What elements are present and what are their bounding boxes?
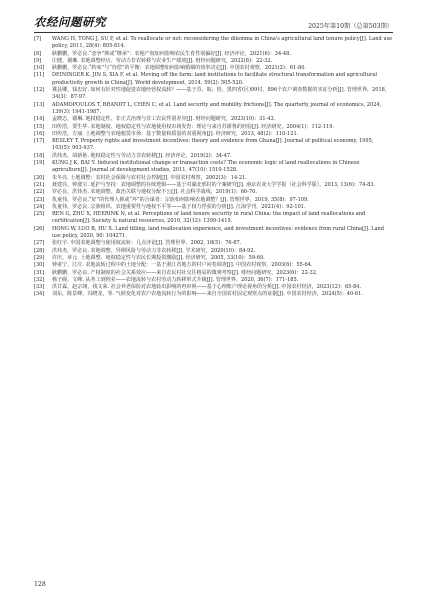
reference-text: 耿鹏鹏，罗必良. 产权制度的社会关系效应——来自农民村社交往格局的微观考察[J]. 财经问题研究，2023(6)：22-32. [52,269,318,276]
reference-text: 耿鹏鹏，罗必良.“恋争”抑或“继承”：农地产权如何影响农民生育性别偏好[J]. 经济评论，2021(6)：34-48. [52,50,291,57]
reference-number: [34] [34,291,45,298]
reference-item [34,197,393,204]
reference-item [34,277,393,284]
reference-text: 仇童伟，罗必良. 宗族组织、农地重要性与地权不平等——基于权力俘获的分析[J]. 江海学刊，2021(4)：92-101. [52,203,306,210]
reference-number: [32] [34,276,45,283]
reference-number: [23] [34,196,45,203]
reference-number: [33] [34,284,45,291]
reference-item [34,189,393,196]
reference-item [34,204,393,211]
reference-text: 庄健，谢琳. 农地调整经历、劳动力非农转移与农业生产绩效[J]. 财经问题研究，2022(8)：22-32. [52,57,273,64]
reference-item [34,175,393,182]
reference-number: [19] [34,160,45,167]
reference-text: 许庆，章元. 土地调整、地权稳定性与农民长期投资激励[J]. 经济研究，2005, 33(10)：59-69. [52,254,265,261]
reference-number: [16] [34,130,45,137]
reference-list [34,36,393,299]
reference-item [34,291,393,298]
reference-text: 田传浩，贾生华. 农地制度、地权稳定性与农地使用权市场发育：理论与来自苏浙鲁的经验[J]. 经济研究，2004(1)：112-119. [52,123,335,130]
reference-text: REN G, ZHU X, HEERINK N, et al. Perceptions of land tenure security in rural China: the impact of land reallocations and certification[J]. Society & natural resources, 2019, 32(12): 1399-1415. [52,211,366,225]
reference-text: 杨子砚，文峰. 从务工到创业——农地流转与农村劳动力转移形式升级[J]. 管理世界，2020, 36(7)：171-185. [52,276,299,283]
reference-number: [15] [34,123,45,130]
reference-item [34,153,393,160]
reference-text: 朱冬亮. 土地调整：农村社会保障与农村社会控制[J]. 中国农村观察，2002(3)：14-21. [52,174,247,181]
reference-item [34,87,393,102]
reference-text: 仇童伟，罗必良.“好”的代理人抑或“坏”的合谋者：宗族如何影响农地调整？[J]. 管理世界，2019, 35(8)：97-109. [52,196,309,203]
reference-number: [18] [34,152,45,159]
reference-item [34,102,393,117]
reference-item [34,51,393,58]
reference-number: [31] [34,269,45,276]
reference-item [34,211,393,226]
reference-number: [28] [34,247,45,254]
reference-item [34,270,393,277]
reference-item [34,124,393,131]
reference-number: [7] [34,36,42,42]
reference-number: [25] [34,211,45,218]
reference-number: [27] [34,240,45,247]
reference-number: [22] [34,189,45,196]
reference-number: [21] [34,181,45,188]
reference-text: 孟晓志，谢琳. 地权稳定性、非正式治理与非工农民性别差异[J]. 财经问题研究，2023(10)：31-43. [52,116,276,123]
reference-number: [8] [34,50,42,57]
page-number: 128 [34,581,46,588]
reference-text: WANG H, TONG J, SU F, et al. To reallocate or not: reconsidering the dilemma in China's agricultural land tenure policy[J]. Land use policy, 2011, 28(4): 805-814. [52,36,393,50]
reference-number: [26] [34,225,45,232]
reference-text: 冀县卿，钱忠好. 如何有针对性地促进农地经营权流转？——基于苏、皖、桂、黑四省(区)99村、896个农户调查数据的实证分析[J]. 管理世界，2018, 34(3)：87-97. [52,87,387,101]
reference-number: [10] [34,65,45,72]
reference-text: 洪炜杰，罗必良. 农地调整、异期风险与劳动力非农转移[J]. 学术研究，2020(10)：84-92. [52,247,256,254]
header-rule [34,32,393,33]
reference-number: [9] [34,57,42,64]
reference-number: [20] [34,174,45,181]
reference-number: [11] [34,72,45,79]
reference-item [34,72,393,87]
reference-text: 聂建亮，钟涨宝. 延护与坚持：农地调整的存续逻辑——基于对湖北邢村的个案研究[J]. 南京农业大学学报（社会科学版），2013, 13(6)：74-83. [52,181,376,188]
reference-text: KUNG J K, BAI Y. Induced institutional change or transaction costs? The economic logic of land reallocations in Chinese agriculture[J]. Journal of development studies, 2011, 47(10): 1510-1528. [52,160,360,174]
reference-item [34,262,393,269]
reference-number: [14] [34,116,45,123]
reference-text: 洪炜杰，胡新艳. 地权稳定性与劳动力非农转移[J]. 经济评论，2019(2)：34-47. [52,152,232,159]
reference-number: [29] [34,254,45,261]
page-header [34,12,393,30]
reference-text: 耿鹏鹏，罗必良.“约束”与“待偿”的平衡：农地调整如何影响婚姻的效率决定[J]. 中国农村观察，2021(2)：61-80. [52,65,307,72]
reference-text: 洪甘霖，赵宗翊，钱文荣. 社会养老保险对农地转出影响的再审视——基于心理账户理论视角的分析[J]. 中国农村经济，2023(12)：65-84. [52,284,362,291]
reference-item [34,226,393,241]
reference-item [34,160,393,175]
reference-item [34,131,393,138]
reference-item [34,240,393,247]
reference-text: 罗必良，洪炜杰. 农地调整、政治关联与地权分配不公[J]. 社会科学战线，2019(1)：60-70. [52,189,257,196]
reference-item [34,65,393,72]
reference-text: 田传浩，方丽. 土地调整与农地租赁市场：基于数量和质量的双重视角[J]. 经济研究，2013, 48(2)：110-121. [52,130,299,137]
reference-text: 张红宇. 中国农地调整与使用权流转：几点评论[J]. 管理世界，2002, 18(5)：76-87. [52,240,242,247]
reference-number: [17] [34,138,45,145]
reference-text: ADAMOPOULOS T, BRANDT L, CHEN C, et al. Land security and mobility frictions[J]. The quarterly journal of economics, 2024, 139(3): 1941-1987. [52,101,382,115]
reference-item [34,116,393,123]
journal-logo: 农经问题研究 [34,15,106,29]
reference-text: BESLEY T. Property rights and investment incentives: theory and evidence from Ghana[J]. Journal of political economy, 1995, 103(5): 903-937. [52,138,374,152]
reference-item [34,248,393,255]
reference-text: 钟甫宁，江庄. 农地流转过程中的土地分配：一基于浙江省地方的村户问卷调查[J]. 中国农村观察，2003(6)：55-64. [52,262,313,269]
reference-text: DEININGER K, JIN S, XIA F, et al. Moving off the farm: land institutions to facilitate structural transformation and agricultural productivity growth in China[J]. World development, 2014, 59(2): 505-520. [52,72,378,86]
reference-text: HONG W, LUO B, HU X. Land titling, land reallocation experience, and investment incentives: evidence from rural China[J]. Land use policy, 2020, 90: 104271. [52,225,384,240]
reference-number: [24] [34,203,45,210]
reference-number: [30] [34,262,45,269]
reference-number: [13] [34,101,45,108]
reference-item [34,138,393,153]
issue-info: 2025年第10期（总第503期） [308,23,393,30]
reference-text: 刘东，陈景峰，冯晓龙，等. 气候变化对农户农地流转行为的影响——来自全国农村固定观察点的证据[J]. 中国农村经济，2024(5)：40-61. [52,291,363,298]
reference-item [34,36,393,51]
reference-number: [12] [34,87,45,94]
